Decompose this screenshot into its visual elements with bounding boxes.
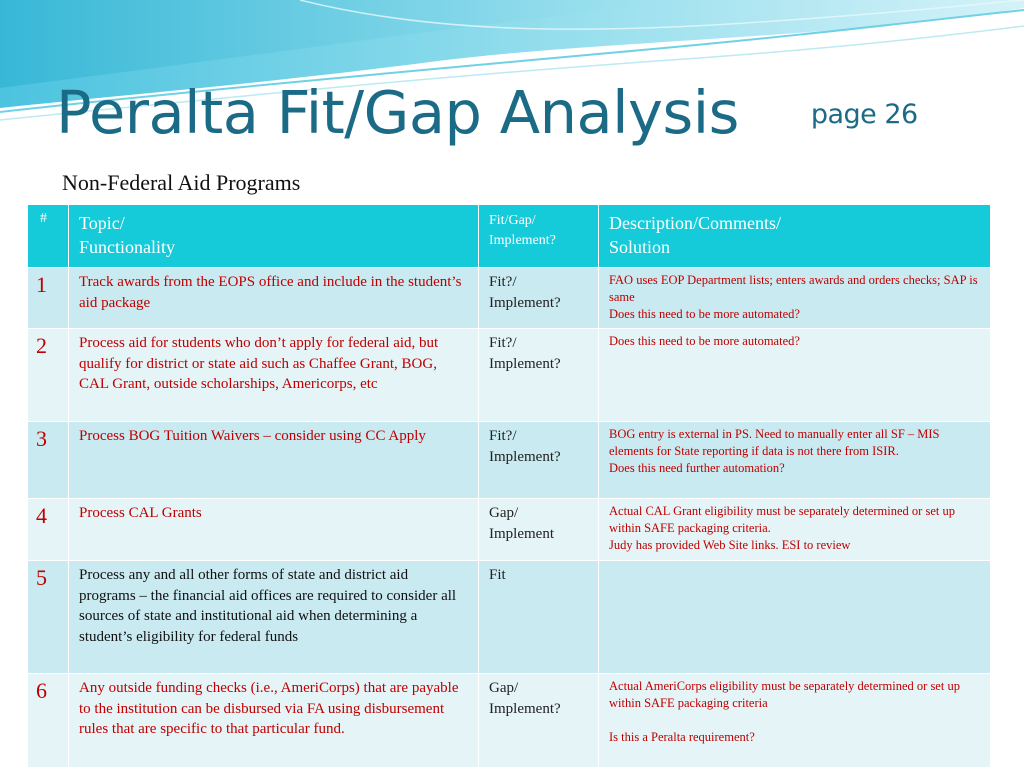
column-header-description: Description/Comments/ Solution	[599, 205, 991, 268]
title-text: Peralta Fit/Gap Analysis	[56, 78, 739, 147]
table-row	[28, 674, 991, 768]
fit-gap-table	[27, 204, 991, 768]
column-header-fit-gap: Fit/Gap/ Implement?	[479, 205, 599, 268]
row-topic: Process CAL Grants	[69, 499, 479, 561]
row-description: Actual AmeriCorps eligibility must be separately determined or set up within SAFE packaging criteria Is this a Peralta requirement?	[599, 674, 991, 768]
row-description: BOG entry is external in PS. Need to manually enter all SF – MIS elements for State reporting if data is not there from ISIR. Does this need further automation?	[599, 422, 991, 499]
row-description: Does this need to be more automated?	[599, 329, 991, 422]
row-description: Actual CAL Grant eligibility must be separately determined or set up within SAFE packaging criteria. Judy has provided Web Site links. ESI to review	[599, 499, 991, 561]
row-number: 3	[28, 422, 69, 499]
row-fit-gap: Fit	[479, 561, 599, 674]
row-fit-gap: Fit?/ Implement?	[479, 329, 599, 422]
row-description: FAO uses EOP Department lists; enters awards and orders checks; SAP is same Does this need to be more automated?	[599, 268, 991, 329]
row-fit-gap: Gap/ Implement?	[479, 674, 599, 768]
row-number: 6	[28, 674, 69, 768]
table-row	[28, 499, 991, 561]
row-number: 5	[28, 561, 69, 674]
row-topic: Any outside funding checks (i.e., AmeriCorps) that are payable to the institution can be disbursed via FA using disbursement rules that are specific to that particular fund.	[69, 674, 479, 768]
row-fit-gap: Fit?/ Implement?	[479, 422, 599, 499]
table-header-row	[28, 205, 991, 268]
row-topic: Process any and all other forms of state and district aid programs – the financial aid offices are required to consider all sources of state and institutional aid when determining a student’s eligibility for federal funds	[69, 561, 479, 674]
table-row	[28, 561, 991, 674]
row-description	[599, 561, 991, 674]
row-topic: Process BOG Tuition Waivers – consider using CC Apply	[69, 422, 479, 499]
row-topic: Track awards from the EOPS office and include in the student’s aid package	[69, 268, 479, 329]
section-subtitle: Non-Federal Aid Programs	[62, 170, 301, 195]
table-row	[28, 268, 991, 329]
page-number-label: page 26	[810, 99, 918, 130]
row-fit-gap: Gap/ Implement	[479, 499, 599, 561]
table-row	[28, 329, 991, 422]
page-title	[56, 78, 918, 147]
column-header-topic: Topic/ Functionality	[69, 205, 479, 268]
table-row	[28, 422, 991, 499]
row-number: 2	[28, 329, 69, 422]
row-number: 4	[28, 499, 69, 561]
row-fit-gap: Fit?/ Implement?	[479, 268, 599, 329]
row-number: 1	[28, 268, 69, 329]
column-header-number: #	[28, 205, 69, 268]
row-topic: Process aid for students who don’t apply for federal aid, but qualify for district or state aid such as Chaffee Grant, BOG, CAL Grant, outside scholarships, Americorps, etc	[69, 329, 479, 422]
